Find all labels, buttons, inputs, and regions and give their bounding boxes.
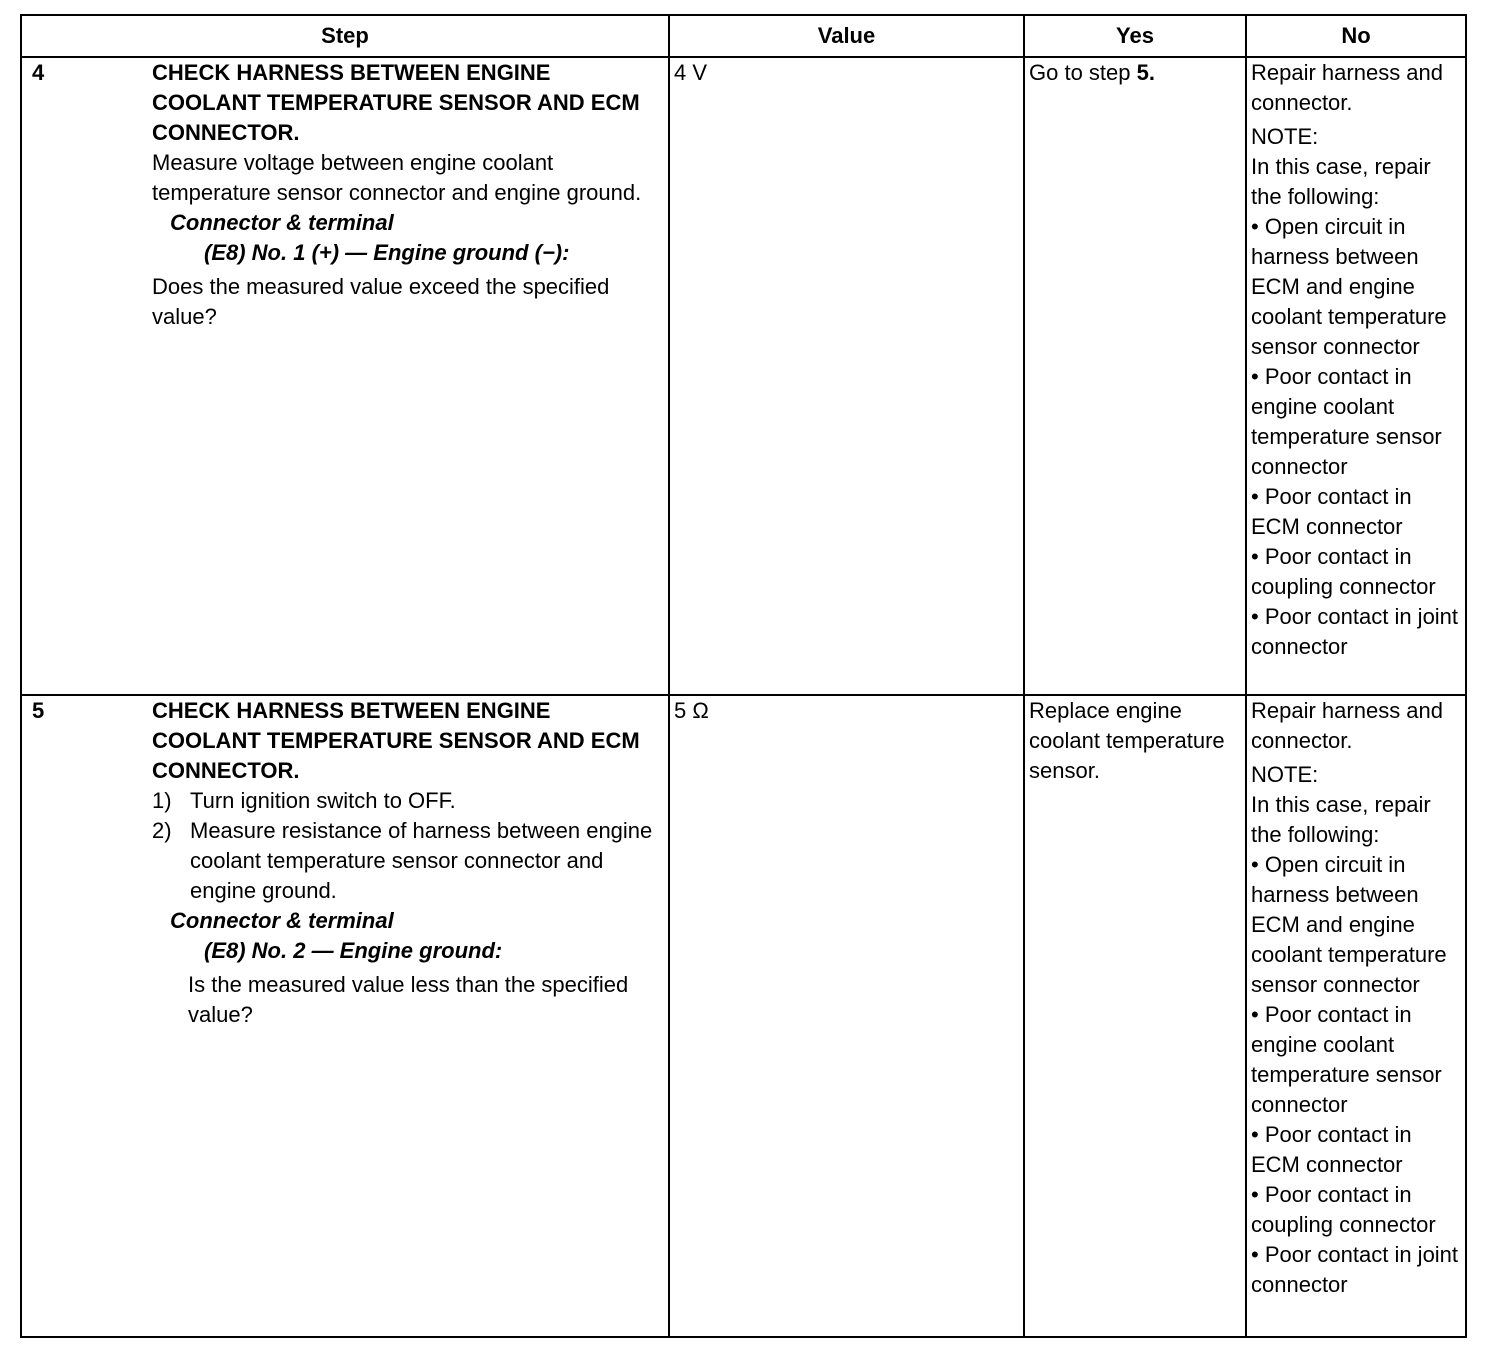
value-cell (669, 57, 1024, 695)
no-item: • Open circuit in harness between ECM and engine coolant temperature sensor connector (1251, 214, 1447, 359)
list-number: 2) (152, 818, 172, 843)
yes-cell (1024, 695, 1246, 1337)
no-item: • Poor contact in joint connector (1251, 604, 1459, 659)
step-number: 5 (32, 698, 45, 723)
header-row (21, 15, 1466, 57)
no-item: • Poor contact in engine coolant temperature sensor connector (1251, 1002, 1442, 1117)
no-item: • Poor contact in ECM connector (1251, 484, 1412, 539)
yes-text: Go to step (1029, 60, 1137, 85)
no-item: • Poor contact in coupling connector (1251, 1182, 1436, 1237)
diagnostic-table (20, 14, 1467, 1338)
value-cell (669, 695, 1024, 1337)
yes-action (1029, 58, 1241, 88)
header-value: Value (669, 15, 1024, 57)
connector-pins: (E8) No. 1 (+) — Engine ground (−): (204, 240, 570, 265)
no-action: Repair harness and connector. (1251, 60, 1444, 115)
step-instruction: Measure voltage between engine coolant temperature sensor connector and engine ground. (152, 150, 642, 205)
table-row (21, 57, 1466, 695)
note-label: NOTE: (1251, 762, 1319, 787)
connector-label: Connector & terminal (170, 908, 394, 933)
list-text: Measure resistance of harness between engine coolant temperature sensor connector and engine ground. (190, 818, 653, 903)
spec-value: 4 V (674, 60, 708, 85)
yes-step-ref: 5. (1136, 60, 1155, 85)
connector-pins: (E8) No. 2 — Engine ground: (204, 938, 503, 963)
note-label: NOTE: (1251, 124, 1319, 149)
step-question: Is the measured value less than the specified value? (188, 972, 629, 1027)
list-item (152, 786, 664, 816)
step-cell (21, 695, 669, 1337)
no-item: • Poor contact in joint connector (1251, 1242, 1459, 1297)
no-cell (1246, 57, 1466, 695)
no-item: • Poor contact in coupling connector (1251, 544, 1436, 599)
step-title: CHECK HARNESS BETWEEN ENGINE COOLANT TEMPERATURE SENSOR AND ECM CONNECTOR. (152, 60, 640, 145)
step-cell (21, 57, 669, 695)
no-item: • Poor contact in ECM connector (1251, 1122, 1412, 1177)
list-item (152, 816, 664, 906)
yes-action: Replace engine coolant temperature sensor. (1029, 698, 1225, 783)
note-text: In this case, repair the following: (1251, 154, 1431, 209)
no-item: • Open circuit in harness between ECM and engine coolant temperature sensor connector (1251, 852, 1447, 997)
list-number: 1) (152, 788, 172, 813)
step-title: CHECK HARNESS BETWEEN ENGINE COOLANT TEMPERATURE SENSOR AND ECM CONNECTOR. (152, 698, 640, 783)
no-item: • Poor contact in engine coolant temperature sensor connector (1251, 364, 1442, 479)
table-row (21, 695, 1466, 1337)
step-question: Does the measured value exceed the specified value? (152, 274, 610, 329)
note-text: In this case, repair the following: (1251, 792, 1431, 847)
list-text: Turn ignition switch to OFF. (190, 788, 456, 813)
no-action: Repair harness and connector. (1251, 698, 1444, 753)
step-number: 4 (32, 60, 45, 85)
no-cell (1246, 695, 1466, 1337)
header-step: Step (21, 15, 669, 57)
yes-cell (1024, 57, 1246, 695)
spec-value: 5 Ω (674, 698, 709, 723)
header-yes: Yes (1024, 15, 1246, 57)
header-no: No (1246, 15, 1466, 57)
connector-label: Connector & terminal (170, 210, 394, 235)
